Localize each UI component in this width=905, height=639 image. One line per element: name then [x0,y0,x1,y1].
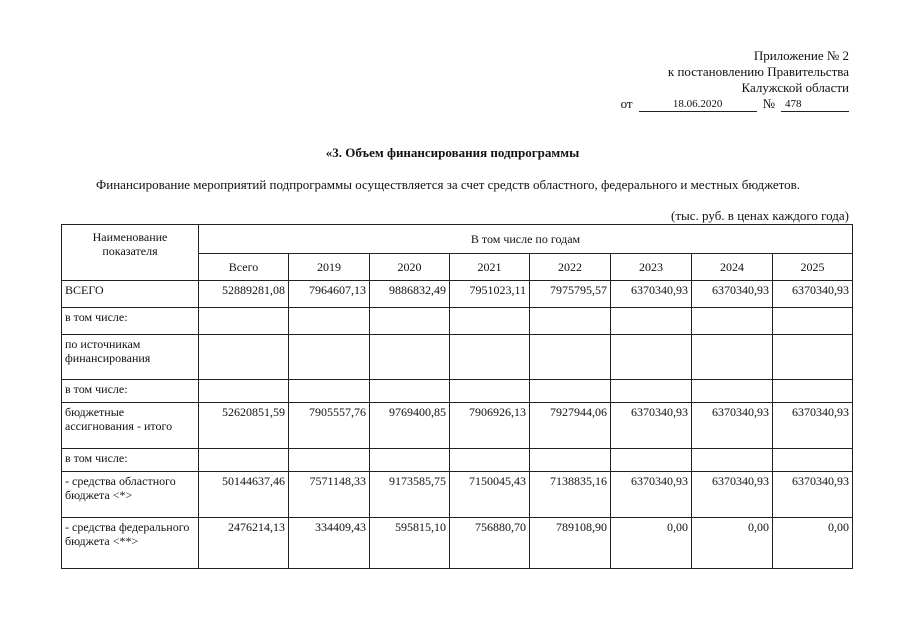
table-row [62,518,853,569]
table-cell [199,380,289,403]
table-cell: 7138835,16 [530,472,611,518]
table-cell: 6370340,93 [692,472,773,518]
header-indicator-name: Наименование показателя [62,225,199,281]
table-cell: 7571148,33 [289,472,370,518]
table-row [62,472,853,518]
table-cell [450,335,530,380]
table-cell [530,380,611,403]
table-cell: 0,00 [773,518,853,569]
table-cell [530,308,611,335]
annex-date-line [621,96,849,112]
table-cell [773,380,853,403]
table-cell: 7975795,57 [530,281,611,308]
table-cell: 0,00 [692,518,773,569]
row-label: - средства областного бюджета <*> [62,472,199,518]
annex-date: 18.06.2020 [639,97,757,112]
table-cell [611,449,692,472]
table-cell [199,308,289,335]
table-cell: 7150045,43 [450,472,530,518]
units-note: (тыс. руб. в ценах каждого года) [671,208,849,223]
annex-from-label: от [620,96,633,111]
table-cell [611,308,692,335]
table-cell [289,380,370,403]
table-cell: 0,00 [611,518,692,569]
table-cell: 52889281,08 [199,281,289,308]
table-row [62,335,853,380]
table-row [62,308,853,335]
header-years-group: В том числе по годам [199,225,853,254]
column-header: 2025 [773,254,853,281]
section-title: «3. Объем финансирования подпрограммы [325,145,580,160]
table-cell [692,449,773,472]
financing-table [61,224,853,569]
row-label: бюджетные ассигнования - итого [62,403,199,449]
annex-region: Калужской области [741,80,849,95]
financing-paragraph: Финансирование мероприятий подпрограммы осуществляется за счет средств областного, федерального и местных бюджетов. [96,177,801,192]
table-cell [289,449,370,472]
table-cell [692,335,773,380]
table-cell [370,335,450,380]
table-cell: 595815,10 [370,518,450,569]
table-cell [289,308,370,335]
table-cell [692,380,773,403]
table-cell [611,380,692,403]
table-cell: 334409,43 [289,518,370,569]
column-header: 2021 [450,254,530,281]
table-cell [692,308,773,335]
table-cell: 7951023,11 [450,281,530,308]
annex-title: Приложение № 2 [753,48,849,63]
table-cell [530,335,611,380]
table-cell [450,308,530,335]
table-cell: 9886832,49 [370,281,450,308]
table-cell [611,335,692,380]
column-header: 2022 [530,254,611,281]
column-header: 2024 [692,254,773,281]
table-cell: 52620851,59 [199,403,289,449]
table-row [62,380,853,403]
row-label: ВСЕГО [62,281,199,308]
annex-block [621,48,849,112]
row-label: в том числе: [62,380,199,403]
table-row [62,403,853,449]
table-cell: 7964607,13 [289,281,370,308]
table-cell [289,335,370,380]
column-header: 2023 [611,254,692,281]
table-cell: 7927944,06 [530,403,611,449]
table-row [62,449,853,472]
table-cell: 9173585,75 [370,472,450,518]
table-cell: 6370340,93 [692,403,773,449]
table-cell [530,449,611,472]
table-cell: 50144637,46 [199,472,289,518]
table-cell: 7905557,76 [289,403,370,449]
row-label: по источникам финансирования [62,335,199,380]
annex-resolution: к постановлению Правительства [667,64,849,79]
table-cell: 756880,70 [450,518,530,569]
table-cell: 6370340,93 [611,472,692,518]
table-cell [773,308,853,335]
column-header: Всего [199,254,289,281]
table-cell: 6370340,93 [692,281,773,308]
table-cell: 6370340,93 [773,403,853,449]
table-cell: 7906926,13 [450,403,530,449]
table-cell [370,380,450,403]
table-cell: 6370340,93 [773,472,853,518]
row-label: - средства федерального бюджета <**> [62,518,199,569]
table-cell [199,335,289,380]
row-label: в том числе: [62,449,199,472]
table-cell [199,449,289,472]
annex-number: 478 [781,97,849,112]
annex-number-label: № [762,96,775,111]
table-cell [773,335,853,380]
column-header: 2020 [370,254,450,281]
column-header: 2019 [289,254,370,281]
table-cell: 789108,90 [530,518,611,569]
table-cell: 2476214,13 [199,518,289,569]
table-cell: 9769400,85 [370,403,450,449]
row-label: в том числе: [62,308,199,335]
table-cell: 6370340,93 [611,403,692,449]
table-cell [370,308,450,335]
table-cell [450,380,530,403]
table-cell: 6370340,93 [611,281,692,308]
table-cell [773,449,853,472]
table-cell [450,449,530,472]
table-cell [370,449,450,472]
table-cell: 6370340,93 [773,281,853,308]
table-row [62,281,853,308]
table-body [62,281,853,569]
